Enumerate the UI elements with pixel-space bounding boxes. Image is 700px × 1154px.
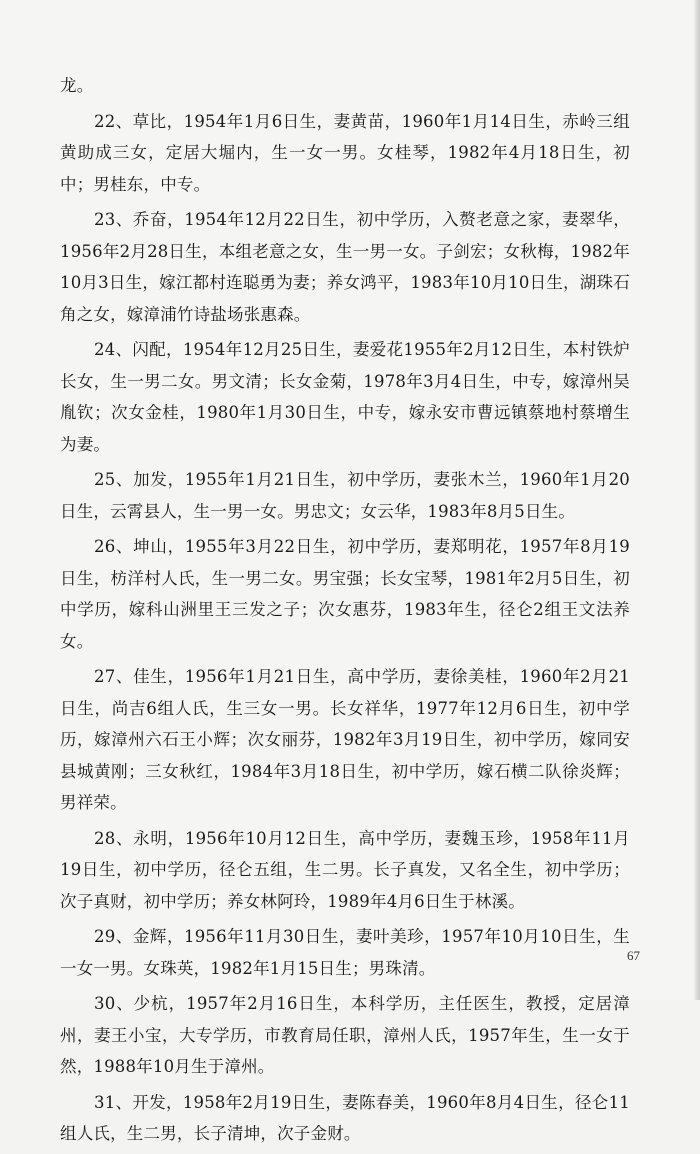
entry-23: 23、乔奋，1954年12月22日生，初中学历，入赘老意之家，妻翠华，1956年2月28日生，本组老意之女，生一男一女。子剑宏；女秋梅，1982年10月3日生，嫁江都村连聪勇为妻；养女鸿平，1983年10月10日生，湖珠石角之女，嫁漳浦竹诗盐场张惠森。	[60, 210, 630, 324]
entry-26: 26、坤山，1955年3月22日生，初中学历，妻郑明花，1957年8月19日生，枋洋村人氏，生一男二女。男宝强；长女宝琴，1981年2月5日生，初中学历，嫁科山洲里王三发之子；次女惠芬，1983年生，径仑2组王文法养女。	[60, 537, 630, 651]
entry-24: 24、闪配，1954年12月25日生，妻爱花1955年2月12日生，本村铁炉长女，生一男二女。男文清；长女金菊，1978年3月4日生，中专，嫁漳州吴胤钦；次女金桂，1980年1月30日生，中专，嫁永安市曹远镇蔡地村蔡增生为妻。	[60, 340, 630, 454]
entry-27: 27、佳生，1956年1月21日生，高中学历，妻徐美桂，1960年2月21日生，尚吉6组人氏，生三女一男。长女祥华，1977年12月6日生，初中学历，嫁漳州六石王小辉；次女丽芬，1982年3月19日生，初中学历，嫁同安县城黄刚；三女秋红，1984年3月18日生，初中学历，嫁石横二队徐炎辉；男祥荣。	[60, 667, 630, 812]
page-number: 67	[627, 948, 640, 963]
entry-31: 31、开发，1958年2月19日生，妻陈春美，1960年8月4日生，径仑11组人氏，生二男，长子清坤，次子金财。	[60, 1092, 630, 1143]
entry-28: 28、永明，1956年10月12日生，高中学历，妻魏玉珍，1958年11月19日生，初中学历，径仑五组，生二男。长子真发，又名全生，初中学历；次子真财，初中学历；养女林阿玲，1989年4月6日生于林溪。	[60, 828, 630, 911]
page-edge-shadow	[694, 0, 700, 1000]
entry-29: 29、金辉，1956年11月30日生，妻叶美珍，1957年10月10日生，生一女一男。女珠英，1982年1月15日生；男珠清。	[60, 927, 630, 978]
genealogy-text-body	[60, 70, 630, 1154]
entry-22: 22、草比，1954年1月6日生，妻黄苗，1960年1月14日生，赤岭三组黄助成三女，定居大堀内，生一女一男。女桂琴，1982年4月18日生，初中；男桂东，中专。	[60, 111, 630, 194]
entry-25: 25、加发，1955年1月21日生，初中学历，妻张木兰，1960年1月20日生，云霄县人，生一男一女。男忠文；女云华，1983年8月5日生。	[60, 470, 630, 521]
entry-30: 30、少杭，1957年2月16日生，本科学历，主任医生，教授，定居漳州，妻王小宝，大专学历，市教育局任职，漳州人氏，1957年生，生一女于然，1988年10月生于漳州。	[60, 994, 630, 1076]
paragraph-continuation: 龙。	[60, 76, 94, 95]
